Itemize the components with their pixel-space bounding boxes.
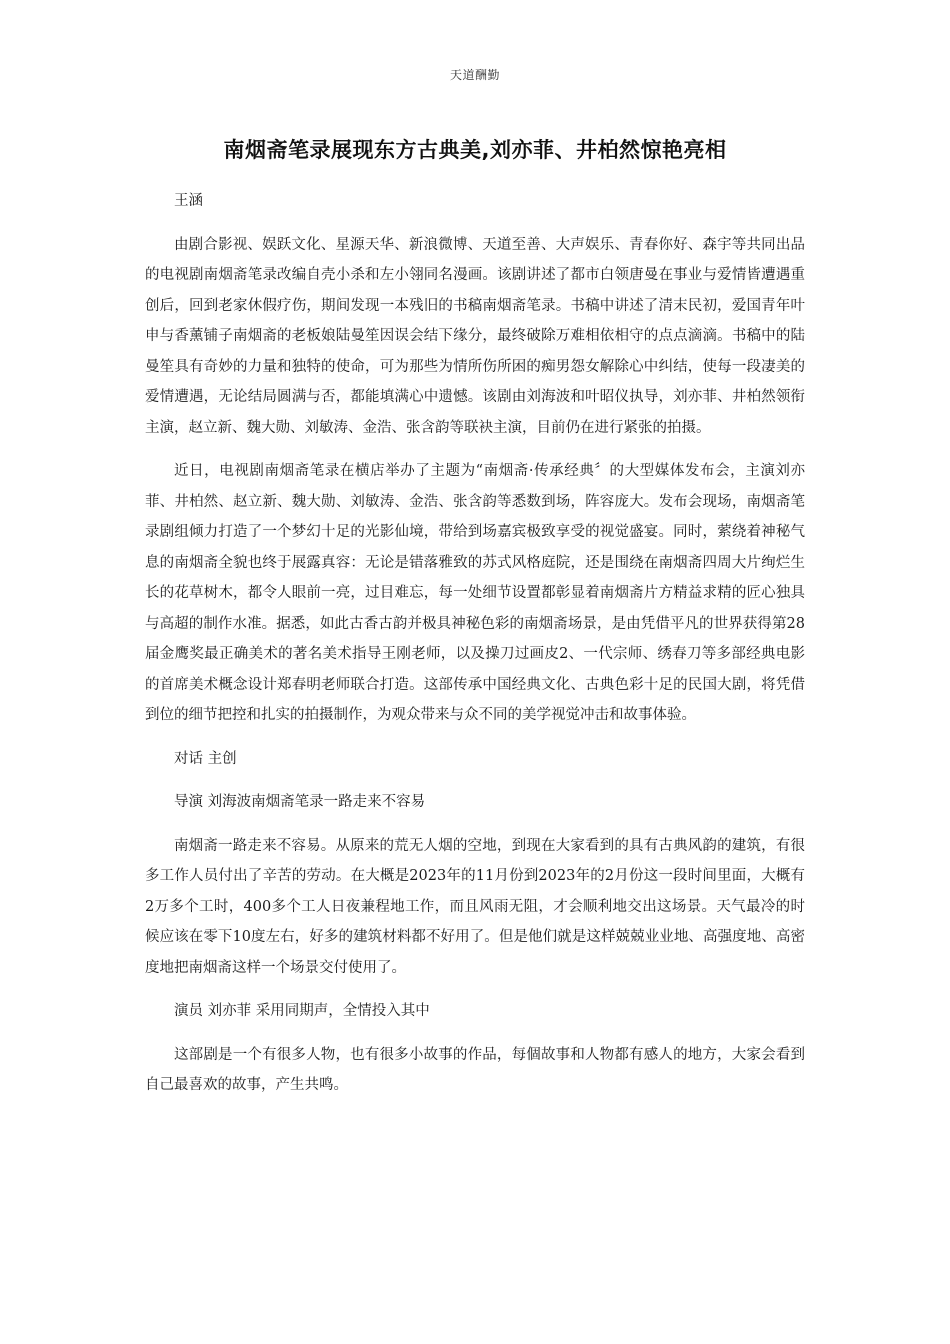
author-byline: 王涵 (174, 193, 203, 209)
running-header: 天道酬勤 (449, 68, 500, 82)
paragraph-intro: 由剧合影视、娱跃文化、星源天华、新浪微博、天道至善、大声娱乐、青春你好、森宇等共同出品的电视剧南烟斋笔录改编自壳小杀和左小翎同名漫画。该剧讲述了都市白领唐曼在事业与爱情皆遭遇重创后，回到老家休假疗伤，期间发现一本残旧的书稿南烟斋笔录。书稿中讲述了清末民初，爱国青年叶申与香薰铺子南烟斋的老板娘陆曼笙因误会结下缘分，最终破除万难相依相守的点点滴滴。书稿中的陆曼笙具有奇妙的力量和独特的使命，可为那些为情所伤所困的痴男怨女解除心中纠结，使每一段凄美的爱情遭遇，无论结局圆满与否，都能填满心中遗憾。该剧由刘海波和叶昭仪执导，刘亦菲、井柏然领衔主演，赵立新、魏大勋、刘敏涛、金浩、张含韵等联袂主演，目前仍在进行紧张的拍摄。 (145, 236, 805, 436)
paragraph-actor-quote: 这部剧是一个有很多人物，也有很多小故事的作品，每個故事和人物都有感人的地方，大家会看到自己最喜欢的故事，产生共鸣。 (145, 1046, 805, 1093)
subheading-director: 导演 刘海波南烟斋笔录一路走来不容易 (174, 794, 426, 810)
subheading-actor: 演员 刘亦菲 采用同期声，全情投入其中 (174, 1003, 430, 1019)
article-title: 南烟斋笔录展现东方古典美,刘亦菲、井柏然惊艳亮相 (223, 138, 727, 162)
section-heading-dialogue: 对话 主创 (174, 750, 237, 767)
paragraph-press-conference: 近日，电视剧南烟斋笔录在横店举办了主题为“南烟斋·传承经典〞的大型媒体发布会，主演刘亦菲、井柏然、赵立新、魏大勋、刘敏涛、金浩、张含韵等悉数到场，阵容庞大。发布会现场，南烟斋笔录剧组倾力打造了一个梦幻十足的光影仙境，带给到场嘉宾极致享受的视觉盛宴。同时，萦绕着神秘气息的南烟斋全貌也终于展露真容：无论是错落雅致的苏式风格庭院，还是围绕在南烟斋四周大片绚烂生长的花草树木，都令人眼前一亮，过目难忘，每一处细节设置都彰显着南烟斋片方精益求精的匠心独具与高超的制作水准。据悉，如此古香古韵并极具神秘色彩的南烟斋场景，是由凭借平凡的世界获得第28届金鹰奖最正确美术的著名美术指导王刚老师，以及操刀过画皮2、一代宗师、绣春刀等多部经典电影的首席美术概念设计郑春明老师联合打造。这部传承中国经典文化、古典色彩十足的民国大剧，将凭借到位的细节把控和扎实的拍摄制作，为观众带来与众不同的美学视觉冲击和故事体验。 (145, 463, 805, 723)
paragraph-director-quote: 南烟斋一路走来不容易。从原来的荒无人烟的空地，到现在大家看到的具有古典风韵的建筑，有很多工作人员付出了辛苦的劳动。在大概是2023年的11月份到2023年的2月份这一段时间里面，大概有2万多个工时，400多个工人日夜兼程地工作，而且风雨无阻，才会顺利地交出这场景。天气最冷的时候应该在零下10度左右，好多的建筑材料都不好用了。但是他们就是这样兢兢业业地、高强度地、高密度地把南烟斋这样一个场景交付使用了。 (145, 837, 805, 976)
article-body (145, 186, 805, 1114)
